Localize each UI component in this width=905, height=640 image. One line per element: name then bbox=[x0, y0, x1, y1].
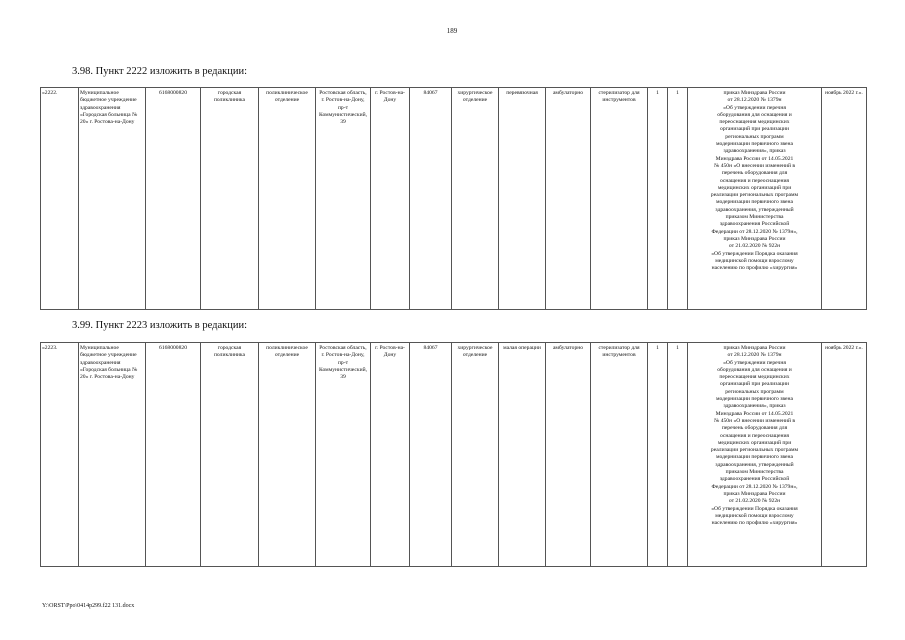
equipment-cell: стерилизатор для инструментов bbox=[591, 88, 648, 310]
amendment-table bbox=[40, 342, 867, 567]
inn-cell: 6168000820 bbox=[146, 343, 201, 567]
code-cell: 84067 bbox=[410, 343, 452, 567]
amendment-table bbox=[40, 87, 867, 310]
subunit-cell: поликлиническое отделение bbox=[259, 343, 316, 567]
equipment-cell: стерилизатор для инструментов bbox=[591, 343, 648, 567]
subunit-cell: поликлиническое отделение bbox=[259, 88, 316, 310]
row-number-cell: «2223. bbox=[41, 343, 79, 567]
code-cell: 84067 bbox=[410, 88, 452, 310]
row-number-cell: «2222. bbox=[41, 88, 79, 310]
quantity-cell: 1 bbox=[668, 343, 688, 567]
department-cell: хирургическое отделение bbox=[452, 88, 499, 310]
organization-cell: Муниципальное бюджетное учреждение здравоохранения «Городская больница № 20» г. Ростова-на-Дону bbox=[79, 88, 146, 310]
footer-file-path: Y:\ORST\Ppo\0414p299.f22 131.docx bbox=[42, 603, 135, 609]
legal-basis-cell: приказ Минздрава России от 28.12.2020 № 1379н «Об утверждении перечня оборудования для оснащения и переоснащения медицинских организаций при реализации региональных программ модернизации первичного звена здравоохранения», приказ Минздрава России от 14.05.2021 № 450н «О внесении изменений в перечень оборудования для оснащения и переоснащения медицинских организаций при реализации региональных программ модернизации первичного звена здравоохранения, утвержденный приказом Министерства здравоохранения Российской Федерации от 28.12.2020 № 1379н», приказ Минздрава России от 21.02.2020 № 922н «Об утверждении Порядка оказания медицинской помощи взрослому населению по профилю «хирургия» bbox=[688, 343, 822, 567]
care-type-cell: амбулаторно bbox=[546, 343, 591, 567]
room-cell: перевязочная bbox=[499, 88, 546, 310]
page-number: 189 bbox=[446, 27, 458, 35]
legal-basis-cell: приказ Минздрава России от 28.12.2020 № 1379н «Об утверждении перечня оборудования для оснащения и переоснащения медицинских организаций при реализации региональных программ модернизации первичного звена здравоохранения», приказ Минздрава России от 14.05.2021 № 450н «О внесении изменений в перечень оборудования для оснащения и переоснащения медицинских организаций при реализации региональных программ модернизации первичного звена здравоохранения, утвержденный приказом Министерства здравоохранения Российской Федерации от 28.12.2020 № 1379н», приказ Минздрава России от 21.02.2020 № 922н «Об утверждении Порядка оказания медицинской помощи взрослому населению по профилю «хирургия» bbox=[688, 88, 822, 310]
quantity-cell: 1 bbox=[648, 343, 668, 567]
care-type-cell: амбулаторно bbox=[546, 88, 591, 310]
address-cell: Ростовская область, г. Ростов-на-Дону, пр-т Коммунистический, 39 bbox=[316, 88, 371, 310]
deadline-cell: ноябрь 2022 г.». bbox=[822, 88, 867, 310]
city-cell: г. Ростов-на-Дону bbox=[371, 343, 410, 567]
quantity-cell: 1 bbox=[648, 88, 668, 310]
address-cell: Ростовская область, г. Ростов-на-Дону, пр-т Коммунистический, 39 bbox=[316, 343, 371, 567]
inn-cell: 6168000820 bbox=[146, 88, 201, 310]
quantity-cell: 1 bbox=[668, 88, 688, 310]
unit-cell: городская поликлиника bbox=[201, 343, 259, 567]
department-cell: хирургическое отделение bbox=[452, 343, 499, 567]
section-heading: 3.99. Пункт 2223 изложить в редакции: bbox=[72, 320, 247, 331]
table-row bbox=[41, 88, 867, 310]
section-heading: 3.98. Пункт 2222 изложить в редакции: bbox=[72, 66, 247, 77]
unit-cell: городская поликлиника bbox=[201, 88, 259, 310]
organization-cell: Муниципальное бюджетное учреждение здравоохранения «Городская больница № 20» г. Ростова-на-Дону bbox=[79, 343, 146, 567]
deadline-cell: ноябрь 2022 г.». bbox=[822, 343, 867, 567]
city-cell: г. Ростов-на-Дону bbox=[371, 88, 410, 310]
table-row bbox=[41, 343, 867, 567]
room-cell: малая операции bbox=[499, 343, 546, 567]
